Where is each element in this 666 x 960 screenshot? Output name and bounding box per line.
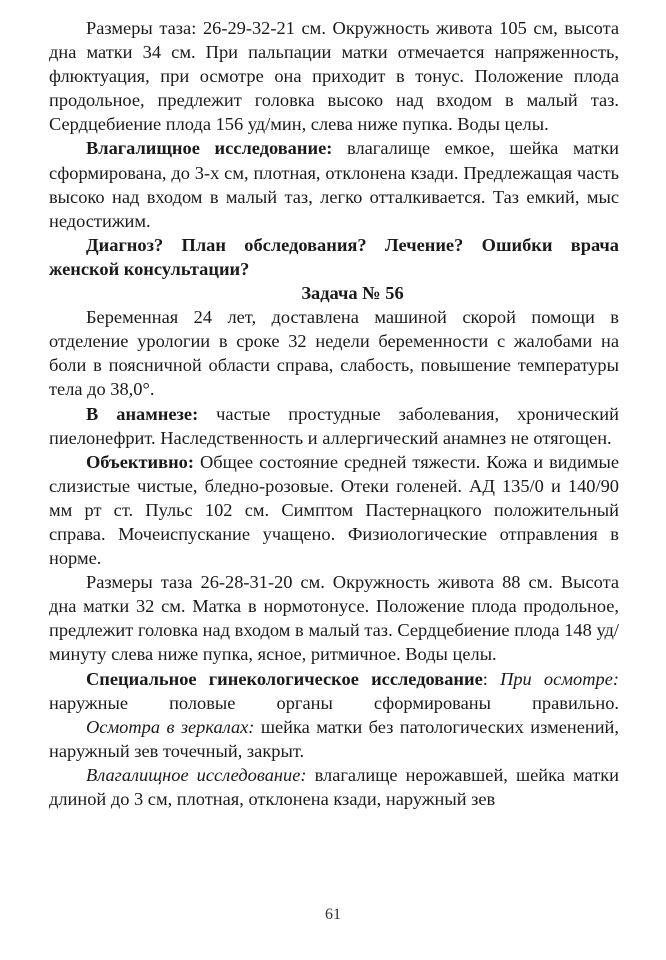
- paragraph-vaginal-exam-prev: [49, 136, 619, 232]
- text-inspection: наружные половые органы сформированы правильно.: [49, 692, 619, 713]
- label-vaginal-exam: Влагалищное исследование:: [86, 138, 333, 159]
- paragraph-mirrors: [49, 715, 619, 763]
- questions: Диагноз? План обследования? Лечение? Ошибки врача женской консультации?: [49, 234, 619, 279]
- page-body: [49, 16, 619, 811]
- text-objective: Общее состояние средней тяжести. Кожа и видимые слизистые чистые, бледно-розовые. Отеки голеней. АД 135/0 и 140/90 мм рт ст. Пульс 102 см. Симптом Пастернацкого положительный справа. Мочеиспускание учащено. Физиологические отправления в норме.: [49, 451, 619, 569]
- special-colon: :: [482, 668, 488, 689]
- paragraph-pelvis-prev: Размеры таза: 26-29-32-21 см. Окружность живота 105 см, высота дна матки 34 см. При пальпации матки отмечается напряженность, флюктуация, при осмотре она приходит в тонус. Положение плода продольное, предлежит головка высоко над входом в малый таз. Сердцебиение плода 156 уд/мин, слева ниже пупка. Воды целы.: [49, 18, 619, 135]
- paragraph-vaginal-exam: [49, 763, 619, 811]
- page-number: 61: [325, 906, 341, 923]
- paragraph-pelvis: Размеры таза 26-28-31-20 см. Окружность живота 88 см. Высота дна матки 32 см. Матка в нормотонусе. Положение плода продольное, предлежит головка над входом в малый таз. Сердцебиение плода 148 уд/минуту слева ниже пупка, ясное, ритмичное. Воды целы.: [49, 572, 619, 665]
- label-inspection: При осмотре:: [500, 668, 619, 689]
- paragraph-special-exam: [49, 667, 619, 715]
- text-vaginal-exam-task: влагалище нерожавшей, шейка матки длиной до 3 см, плотная, отклонена кзади, наружный зев: [49, 764, 620, 809]
- text-mirrors: шейка матки без патологических изменений, наружный зев точечный, закрыт.: [49, 716, 619, 761]
- label-special-exam: Специальное гинекологическое исследование: [86, 668, 483, 689]
- paragraph-intro: Беременная 24 лет, доставлена машиной скорой помощи в отделение урологии в сроке 32 недели беременности с жалобами на боли в поясничной области справа, слабость, повышение температуры тела до 38,0°.: [49, 307, 619, 400]
- paragraph-objective: [49, 450, 619, 570]
- label-anamnesis: В анамнезе:: [86, 403, 199, 424]
- text-vaginal-exam: влагалище емкое, шейка матки сформирована, до 3-х см, плотная, отклонена кзади. Предлежащая часть высоко над входом в малый таз, легко отталкивается. Таз емкий, мыс недостижим.: [49, 138, 619, 231]
- label-mirrors: Осмотра в зеркалах:: [86, 716, 255, 737]
- task-title: Задача № 56: [301, 283, 404, 304]
- paragraph-anamnesis: [49, 402, 619, 450]
- text-anamnesis: частые простудные заболевания, хронический пиелонефрит. Наследственность и аллергический анамнез не отягощен.: [49, 403, 619, 448]
- label-objective: Объективно:: [86, 451, 194, 472]
- label-vaginal-exam-task: Влагалищное исследование:: [86, 764, 307, 785]
